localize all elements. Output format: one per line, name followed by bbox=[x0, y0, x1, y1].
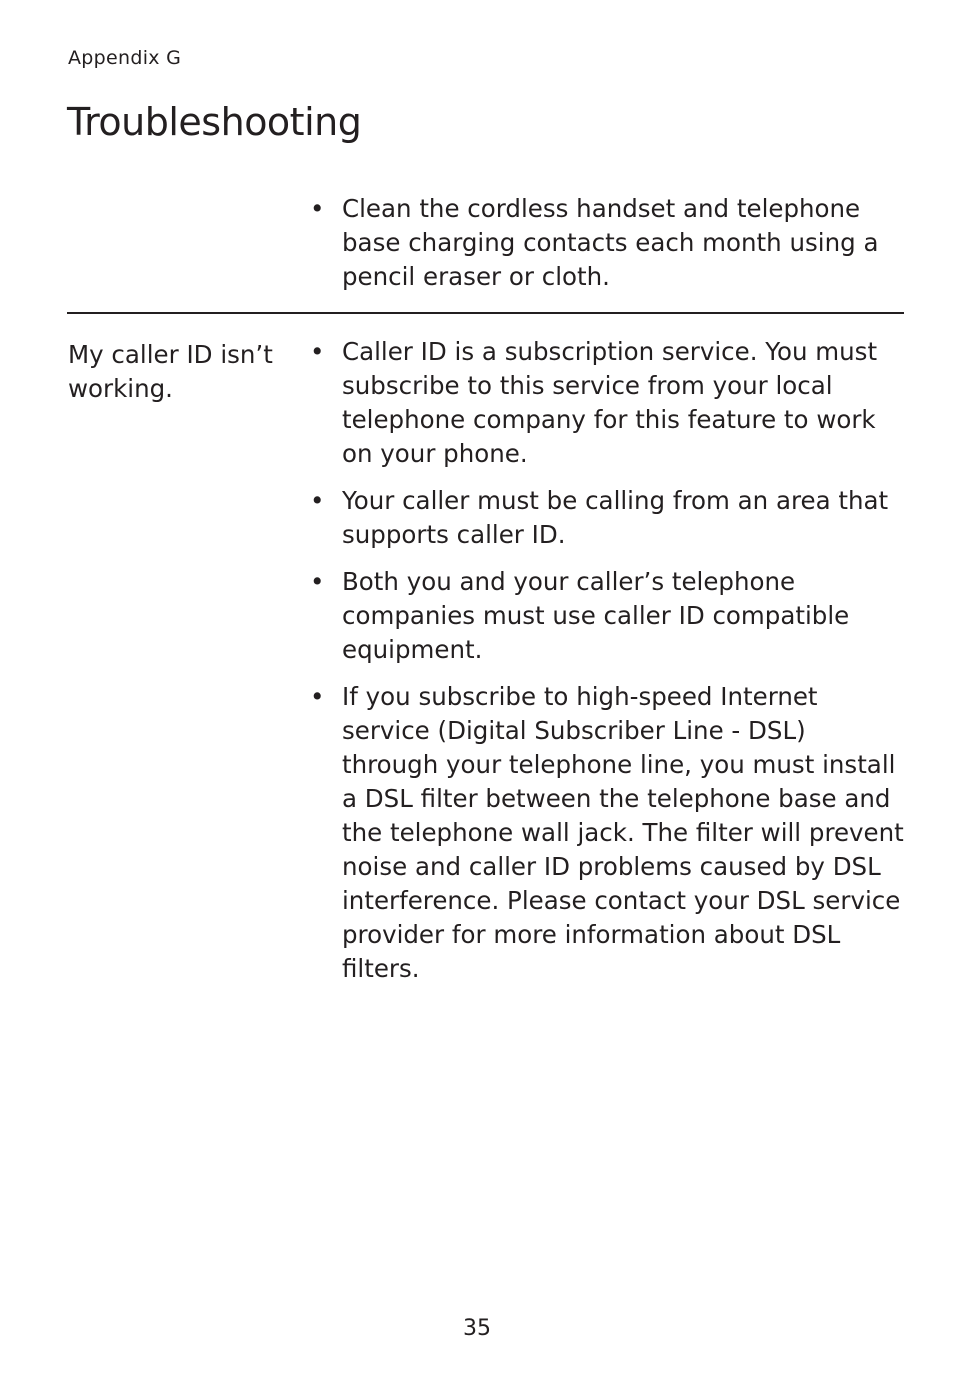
top-bullet-list bbox=[306, 192, 906, 307]
section-label: Appendix G bbox=[68, 47, 182, 69]
row-divider bbox=[67, 312, 904, 314]
problem-label: My caller ID isn’t working. bbox=[68, 340, 273, 403]
bullet-text: Both you and your caller’s telephone companies must use caller ID compatible equipment. bbox=[342, 567, 850, 664]
bullet-icon: • bbox=[310, 567, 325, 596]
list-item bbox=[306, 335, 906, 471]
page-number: 35 bbox=[463, 1316, 491, 1341]
list-item bbox=[306, 192, 906, 294]
bullet-text: If you subscribe to high-speed Internet service (Digital Subscriber Line - DSL) through your telephone line, you must install a DSL filter between the telephone base and the telephone wall jack. The filter will prevent noise and caller ID problems caused by DSL interference. Please contact your DSL service provider for more information about DSL filters. bbox=[342, 682, 904, 983]
list-item bbox=[306, 680, 906, 986]
bullet-icon: • bbox=[310, 194, 325, 223]
page-title: Troubleshooting bbox=[67, 100, 362, 144]
bullet-icon: • bbox=[310, 337, 325, 366]
bullet-text: Caller ID is a subscription service. You must subscribe to this service from your local telephone company for this feature to work on your phone. bbox=[342, 337, 878, 468]
list-item bbox=[306, 565, 906, 667]
bullet-text: Your caller must be calling from an area that supports caller ID. bbox=[342, 486, 889, 549]
bullet-icon: • bbox=[310, 486, 325, 515]
list-item bbox=[306, 484, 906, 552]
bullet-icon: • bbox=[310, 682, 325, 711]
bullet-text: Clean the cordless handset and telephone base charging contacts each month using a pencil eraser or cloth. bbox=[342, 194, 879, 291]
solution-bullet-list bbox=[306, 335, 906, 999]
